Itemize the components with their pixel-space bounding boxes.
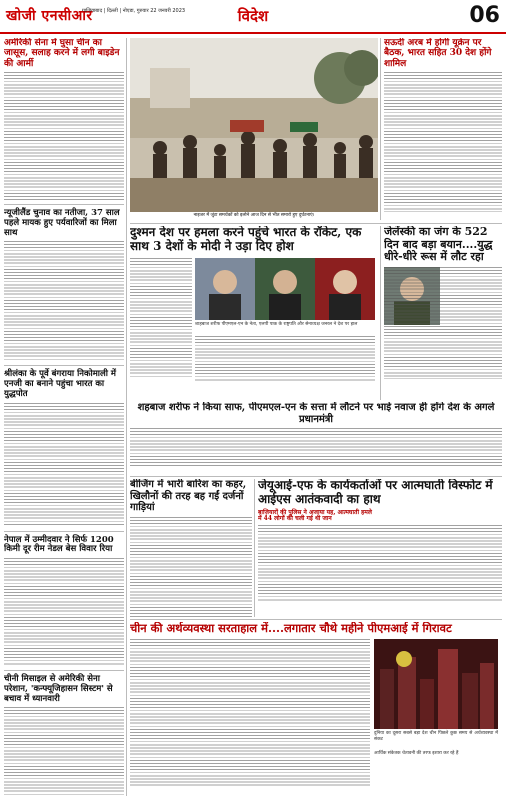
story-body	[258, 525, 502, 601]
story-headline[interactable]: बीजिंग में भारी बारिश का कहर, खिलौनों की तरह बह गईं दर्जनों गाड़ियां	[130, 479, 247, 513]
story-body	[4, 707, 124, 796]
crowd-image	[130, 38, 378, 220]
story-body	[130, 639, 370, 787]
story-body	[4, 72, 124, 200]
column-rule	[254, 479, 255, 617]
story-body	[195, 336, 375, 382]
story-headline[interactable]: चीनी मिसाइल से अमेरिकी सेना परेशान, 'कन्फ्यूजिहासन सिस्टम' से बचाव में ध्यानवारी	[4, 674, 113, 704]
column-rule	[380, 38, 381, 220]
shahbaz-story	[130, 402, 502, 474]
china-story	[130, 622, 502, 796]
section-rule	[130, 476, 502, 477]
column-rule	[126, 38, 127, 796]
divider	[4, 531, 124, 532]
jui-story	[258, 479, 502, 617]
section-rule	[130, 223, 502, 224]
crowd-photo	[130, 38, 378, 220]
leaders-image	[195, 258, 375, 320]
china-photo	[374, 639, 498, 729]
divider	[4, 670, 124, 671]
section-rule	[130, 619, 502, 620]
story-headline[interactable]: न्यूजीलैंड चुनाव का नतीजा, 37 साल पहले मायक हुए पर्यवारिजों का मिला साथ	[4, 208, 120, 238]
masthead	[0, 0, 506, 34]
main-headline[interactable]: दुश्मन देश पर हमला करने पहुंचे भारत के रॉकेट, एक साथ 3 देशों के मोदी ने उड़ा दिए होश	[130, 226, 362, 253]
beijing-story	[130, 479, 252, 617]
main-story	[130, 226, 380, 400]
story-body	[130, 258, 192, 382]
page-number: 06	[469, 3, 500, 28]
story-body	[130, 517, 252, 617]
story-body	[384, 72, 502, 212]
story-headline[interactable]: चीन की अर्थव्यवस्था सरताहाल में....लगातार चौथे महीने पीएमआई में गिरावट	[130, 622, 452, 635]
subhead: बाज़ियारों की पुलिस ने अजाया यह, आत्मघाती हमले में 44 लोगों की चली गई थी जान	[258, 508, 372, 523]
divider	[4, 204, 124, 205]
subhead[interactable]: शहबाज शरीफ ने किया साफ, पीएमएल-एन के सत्ता में लौटने पर भाई नवाज ही होंगे देश के अगले प्रधानमंत्री	[137, 402, 495, 425]
photo-caption: दुनिया का दूसरा सबसे बड़ा देश चीन पिछले कुछ समय से अर्थव्यवस्था में संकट	[374, 731, 498, 743]
dateline: गाजियाबाद | दिल्ली | नोएडा, गुरुवार 22 जनवरी 2023	[82, 8, 186, 14]
story-body	[4, 241, 124, 361]
side-caption: आर्थिक संकेतक चेतावनी की तरफ इशारा कर रहे हैं	[374, 751, 459, 757]
story-headline[interactable]: सऊदी अरब में होगी यूक्रेन पर बैठक, भारत सहित 30 देश होंगे शामिल	[384, 38, 492, 69]
leaders-photo	[195, 258, 375, 320]
story-headline[interactable]: जेलेंस्की का जंग के 522 दिन बाद बड़ा बयान....युद्ध धीरे-धीरे रूस में लौट रहा	[384, 226, 493, 264]
story-headline[interactable]: जेयूआई-एफ के कार्यकर्ताओं पर आत्मघाती विस्फोट में आईएस आतंकवादी का हाथ	[258, 479, 493, 506]
zelensky-story	[384, 226, 502, 400]
story-body	[4, 558, 124, 666]
right-top-story	[384, 38, 502, 220]
left-column	[4, 38, 124, 796]
story-headline[interactable]: अमेरिकी सेना में घुसा चीन का जासूस, सलाह करने में लगी बाइडेन की आर्मी	[4, 38, 120, 69]
photo-caption: शाहबाज शरीफ पीएमएल-एन के नेता, एलपी पाक के राष्ट्रपति और सेनाध्यक्ष जनरल ने देश पर हाल	[195, 321, 358, 327]
city-image	[374, 639, 498, 729]
story-body	[130, 428, 502, 468]
story-body	[4, 403, 124, 527]
column-rule	[380, 226, 381, 400]
story-headline[interactable]: श्रीलंका के पूर्वे बंगराया निकोमाली में एनजी का बनाने पहुंचा भारत का युद्धपोत	[4, 369, 117, 399]
section-title: विदेश	[237, 7, 269, 25]
newspaper-brand: खोजी एनसीआर	[6, 8, 93, 24]
story-headline[interactable]: नेपाल में उम्मीदवार ने सिर्फ 1200 किमी दूर रीम नेडल बेस विवार रिया	[4, 534, 114, 555]
photo-caption: नाइजर में जुंटा समर्थकों को इलोने आज दिन से भीत समारो हुए दुर्घटनाएं।	[130, 212, 378, 220]
divider	[4, 365, 124, 366]
story-body	[384, 267, 502, 379]
